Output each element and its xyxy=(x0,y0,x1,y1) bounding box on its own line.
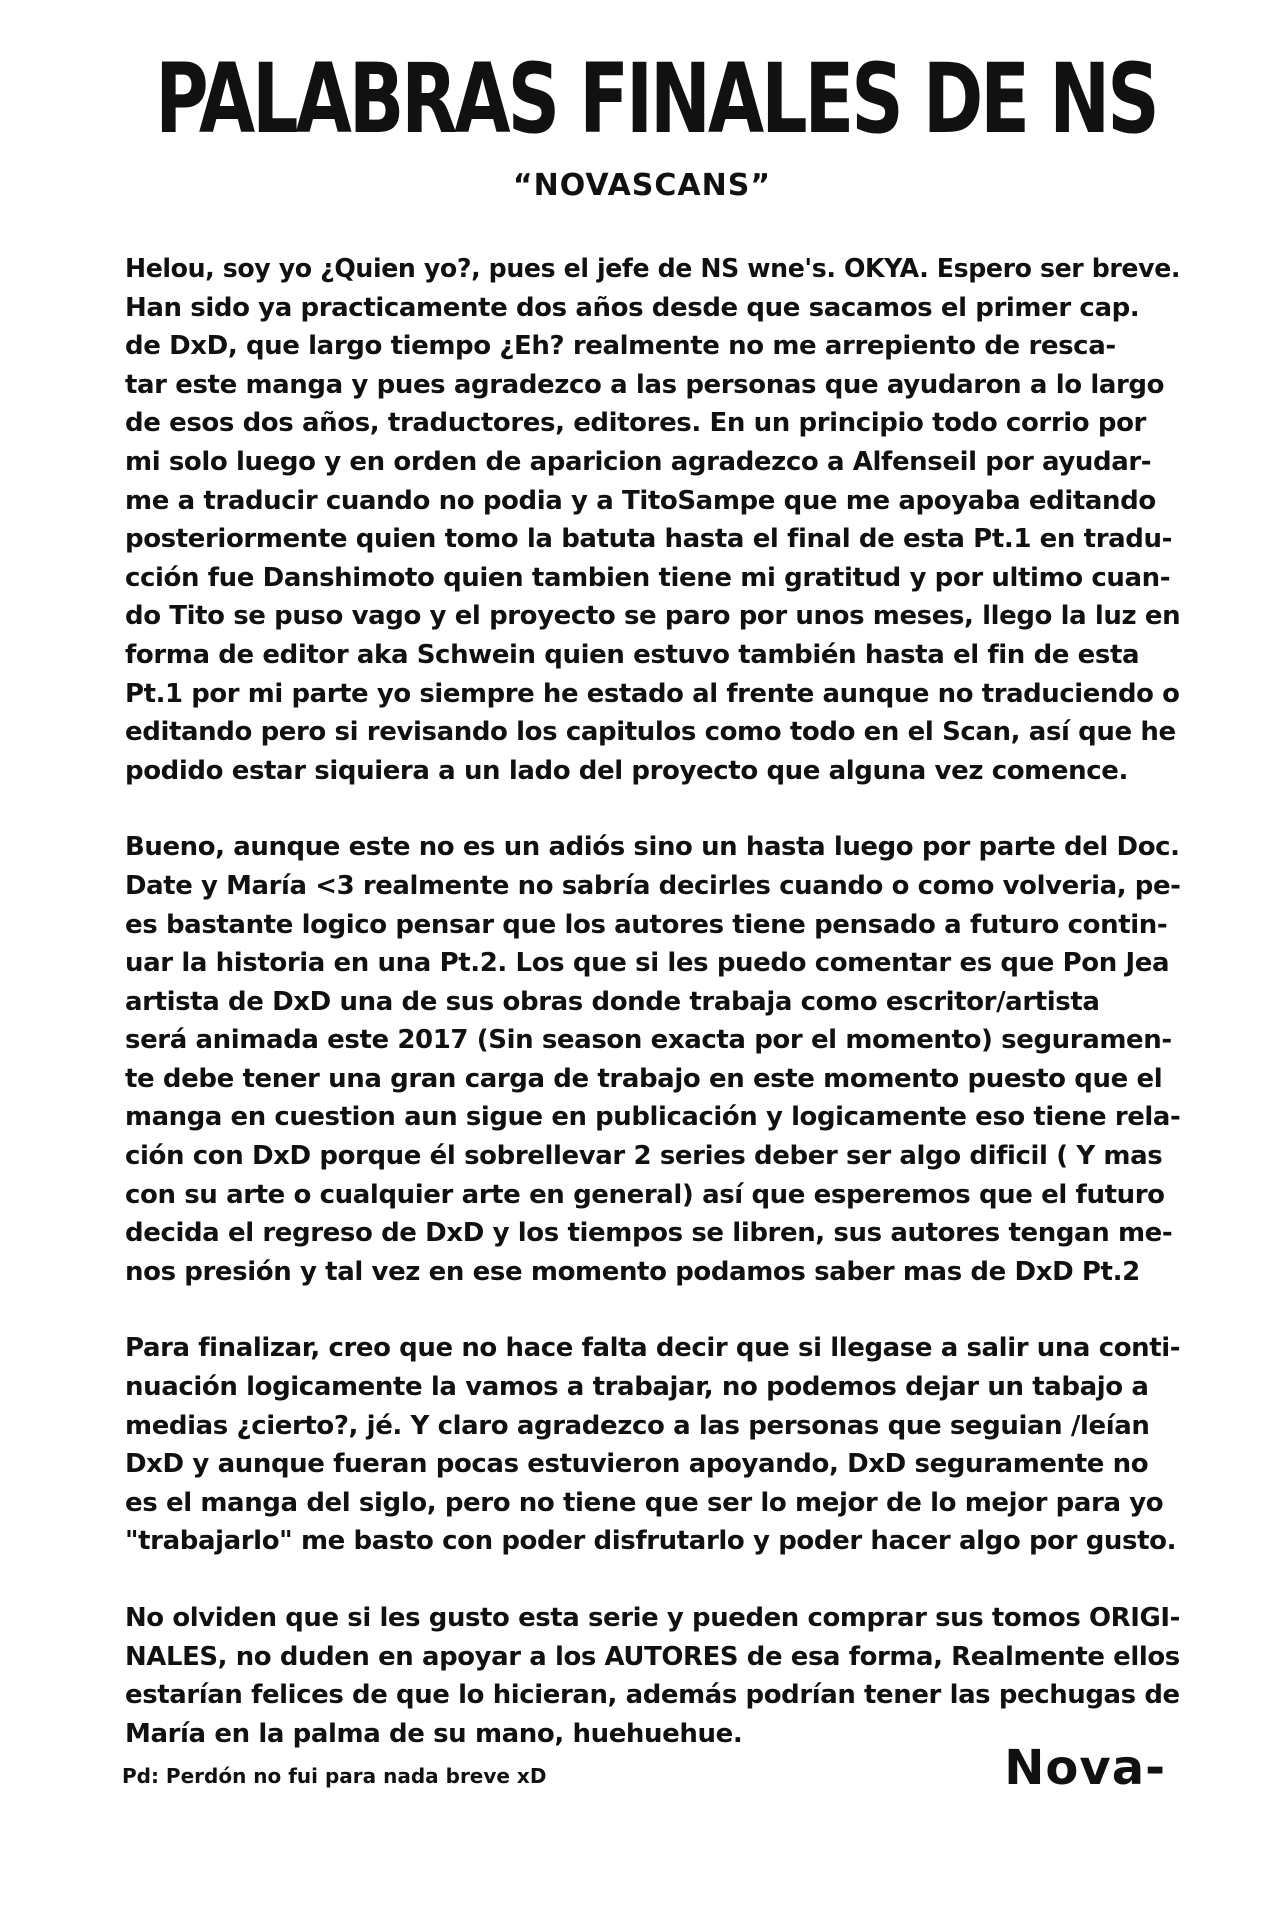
text-line: tar este manga y pues agradezco a las personas que ayudaron a lo largo xyxy=(125,369,1165,400)
text-line: nuación logicamente la vamos a trabajar, no podemos dejar un tabajo a xyxy=(125,1372,1149,1403)
text-line: NALES, no duden en apoyar a los AUTORES de esa forma, Realmente ellos xyxy=(125,1641,1180,1672)
text-line: Han sido ya practicamente dos años desde que sacamos el primer cap. xyxy=(125,292,1140,323)
text-line: podido estar siquiera a un lado del proyecto que alguna vez comence. xyxy=(125,755,1128,786)
text-line: DxD y aunque fueran pocas estuvieron apoyando, DxD seguramente no xyxy=(125,1449,1149,1480)
postscript: Pd: Perdón no fui para nada breve xD xyxy=(122,1764,547,1788)
text-line: manga en cuestion aun sigue en publicación y logicamente eso tiene rela- xyxy=(125,1102,1181,1133)
paragraph-4 xyxy=(125,1599,1180,1753)
text-line: Helou, soy yo ¿Quien yo?, pues el jefe de NS wne's. OKYA. Espero ser breve. xyxy=(125,254,1181,284)
page-subtitle: “NOVASCANS” xyxy=(512,168,772,203)
text-line: artista de DxD una de sus obras donde trabaja como escritor/artista xyxy=(125,986,1100,1017)
paragraph-1 xyxy=(125,250,1180,790)
text-line: es bastante logico pensar que los autores tiene pensado a futuro contin- xyxy=(125,909,1168,940)
text-line: editando pero si revisando los capitulos como todo en el Scan, así que he xyxy=(125,717,1176,748)
letter-body xyxy=(125,250,1180,1791)
text-line: forma de editor aka Schwein quien estuvo también hasta el fin de esta xyxy=(125,639,1140,670)
paragraph-3 xyxy=(125,1329,1180,1561)
text-line: Date y María <3 realmente no sabría decirles cuando o como volveria, pe- xyxy=(125,870,1181,901)
text-line: uar la historia en una Pt.2. Los que si les puedo comentar es que Pon Jea xyxy=(125,948,1170,979)
text-line: Bueno, aunque este no es un adiós sino un hasta luego por parte del Doc. xyxy=(125,832,1180,863)
page-title: PALABRAS FINALES DE NS xyxy=(155,43,1157,155)
text-line: con su arte o cualquier arte en general) así que esperemos que el futuro xyxy=(125,1179,1165,1210)
paragraph-2 xyxy=(125,828,1180,1291)
text-line: mi solo luego y en orden de aparicion agradezco a Alfenseil por ayudar- xyxy=(125,446,1152,477)
text-line: de DxD, que largo tiempo ¿Eh? realmente no me arrepiento de resca- xyxy=(125,331,1116,362)
text-line: te debe tener una gran carga de trabajo en este momento puesto que el xyxy=(125,1063,1163,1094)
text-line: me a traducir cuando no podia y a TitoSampe que me apoyaba editando xyxy=(125,485,1156,516)
text-line: estarían felices de que lo hicieran, además podrían tener las pechugas de xyxy=(125,1680,1180,1711)
text-line: No olviden que si les gusto esta serie y pueden comprar sus tomos ORIGI- xyxy=(125,1603,1180,1633)
text-line: do Tito se puso vago y el proyecto se paro por unos meses, llego la luz en xyxy=(125,601,1181,632)
text-line: ción con DxD porque él sobrellevar 2 series deber ser algo dificil ( Y mas xyxy=(125,1141,1163,1172)
text-line: Para finalizar, creo que no hace falta decir que si llegase a salir una conti- xyxy=(125,1333,1181,1364)
signature: Nova- xyxy=(1004,1740,1166,1796)
text-line: cción fue Danshimoto quien tambien tiene mi gratitud y por ultimo cuan- xyxy=(125,562,1171,593)
text-line: medias ¿cierto?, jé. Y claro agradezco a las personas que seguian /leían xyxy=(125,1410,1150,1441)
text-line: Pt.1 por mi parte yo siempre he estado al frente aunque no traduciendo o xyxy=(125,678,1180,709)
text-line: nos presión y tal vez en ese momento podamos saber mas de DxD Pt.2 xyxy=(125,1256,1140,1287)
text-line: María en la palma de su mano, huehuehue. xyxy=(125,1718,743,1749)
text-line: posteriormente quien tomo la batuta hasta el final de esta Pt.1 en tradu- xyxy=(125,524,1172,555)
text-line: es el manga del siglo, pero no tiene que ser lo mejor de lo mejor para yo xyxy=(125,1487,1164,1518)
text-line: "trabajarlo" me basto con poder disfrutarlo y poder hacer algo por gusto. xyxy=(125,1526,1177,1557)
text-line: decida el regreso de DxD y los tiempos se libren, sus autores tengan me- xyxy=(125,1218,1173,1249)
text-line: será animada este 2017 (Sin season exacta por el momento) seguramen- xyxy=(125,1025,1172,1056)
text-line: de esos dos años, traductores, editores. En un principio todo corrio por xyxy=(125,408,1146,439)
